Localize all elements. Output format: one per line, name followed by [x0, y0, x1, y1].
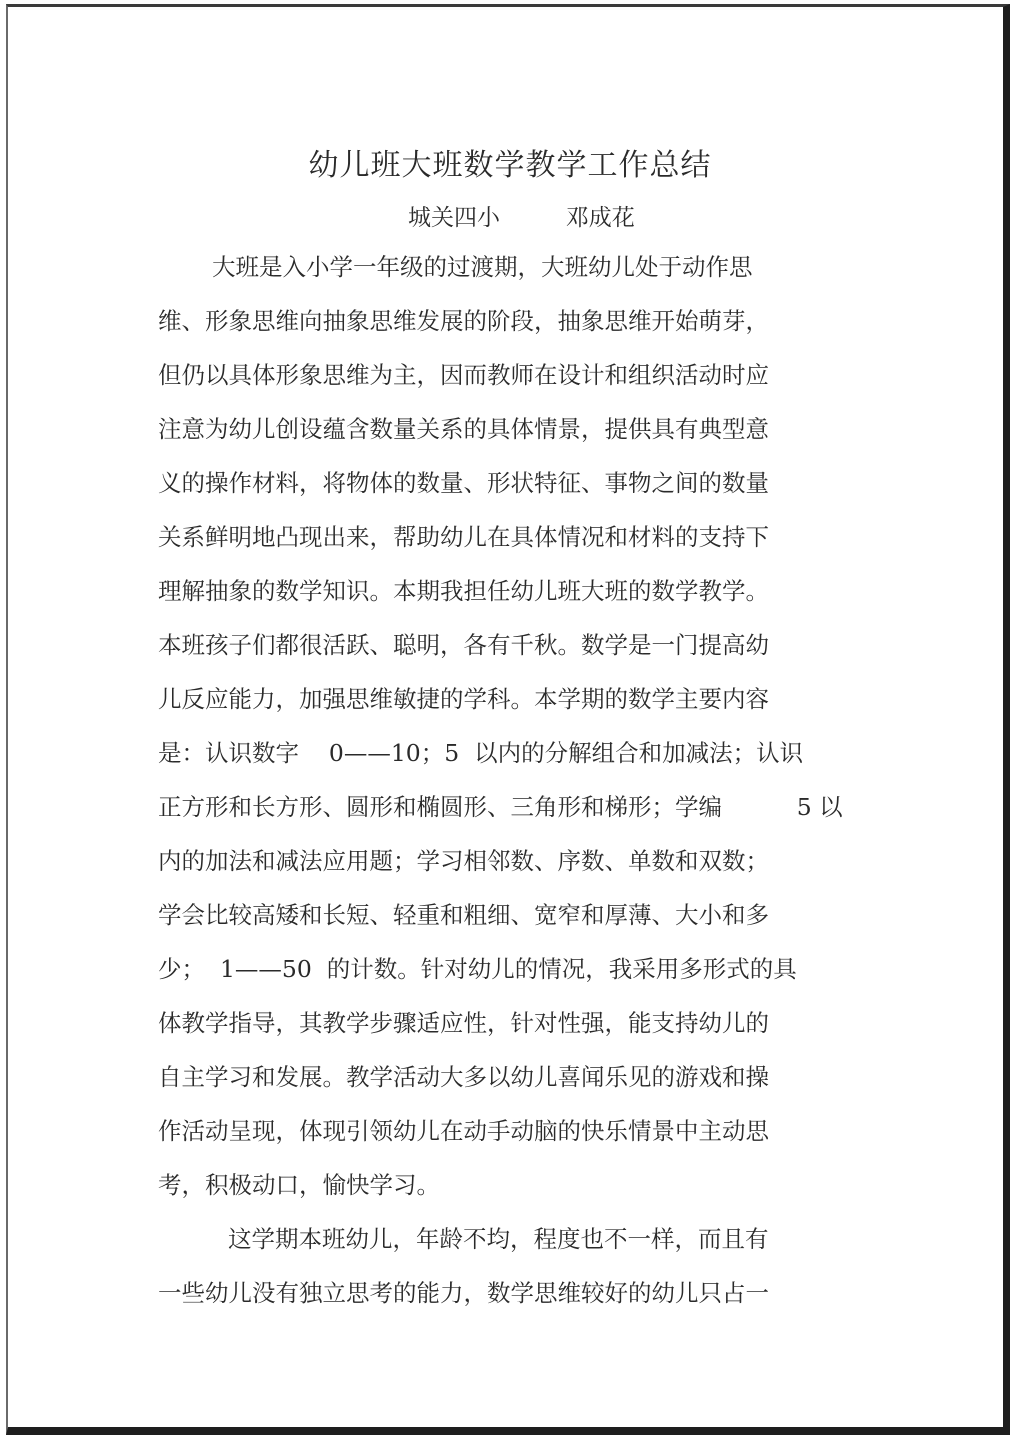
- text-line: 少； 1——50 的计数。针对幼儿的情况，我采用多形式的具: [158, 955, 797, 983]
- text-line: 本班孩子们都很活跃、聪明，各有千秋。数学是一门提高幼: [158, 631, 769, 659]
- text-line: 体教学指导，其教学步骤适应性，针对性强，能支持幼儿的: [158, 1009, 769, 1037]
- text-line: 这学期本班幼儿，年龄不均，程度也不一样，而且有: [228, 1225, 769, 1253]
- text-line: 理解抽象的数学知识。本期我担任幼儿班大班的数学教学。: [158, 577, 769, 605]
- text-line: 作活动呈现，体现引领幼儿在动手动脑的快乐情景中主动思: [158, 1117, 769, 1145]
- text-line: 是：认识数字 0——10；5 以内的分解组合和加减法；认识: [158, 739, 804, 767]
- text-line: 义的操作材料，将物体的数量、形状特征、事物之间的数量: [158, 469, 769, 497]
- text-line: 学会比较高矮和长短、轻重和粗细、宽窄和厚薄、大小和多: [158, 901, 769, 929]
- text-line: 一些幼儿没有独立思考的能力，数学思维较好的幼儿只占一: [158, 1279, 769, 1307]
- text-line: 考，积极动口，愉快学习。: [158, 1171, 440, 1199]
- document-page: [6, 4, 1010, 1435]
- text-line: 关系鲜明地凸现出来，帮助幼儿在具体情况和材料的支持下: [158, 523, 769, 551]
- text-line: 正方形和长方形、圆形和椭圆形、三角形和梯形；学编 5 以: [158, 793, 843, 821]
- document-title: 幼儿班大班数学教学工作总结: [308, 148, 712, 183]
- text-line: 但仍以具体形象思维为主，因而教师在设计和组织活动时应: [158, 361, 769, 389]
- author-line: 城关四小 邓成花: [408, 205, 635, 231]
- text-line: 注意为幼儿创设蕴含数量关系的具体情景，提供具有典型意: [158, 415, 769, 443]
- text-line: 儿反应能力，加强思维敏捷的学科。本学期的数学主要内容: [158, 685, 769, 713]
- text-line: 维、形象思维向抽象思维发展的阶段，抽象思维开始萌芽，: [158, 307, 769, 335]
- text-line: 内的加法和减法应用题；学习相邻数、序数、单数和双数；: [158, 847, 769, 875]
- text-line: 大班是入小学一年级的过渡期，大班幼儿处于动作思: [212, 253, 753, 281]
- text-line: 自主学习和发展。教学活动大多以幼儿喜闻乐见的游戏和操: [158, 1063, 769, 1091]
